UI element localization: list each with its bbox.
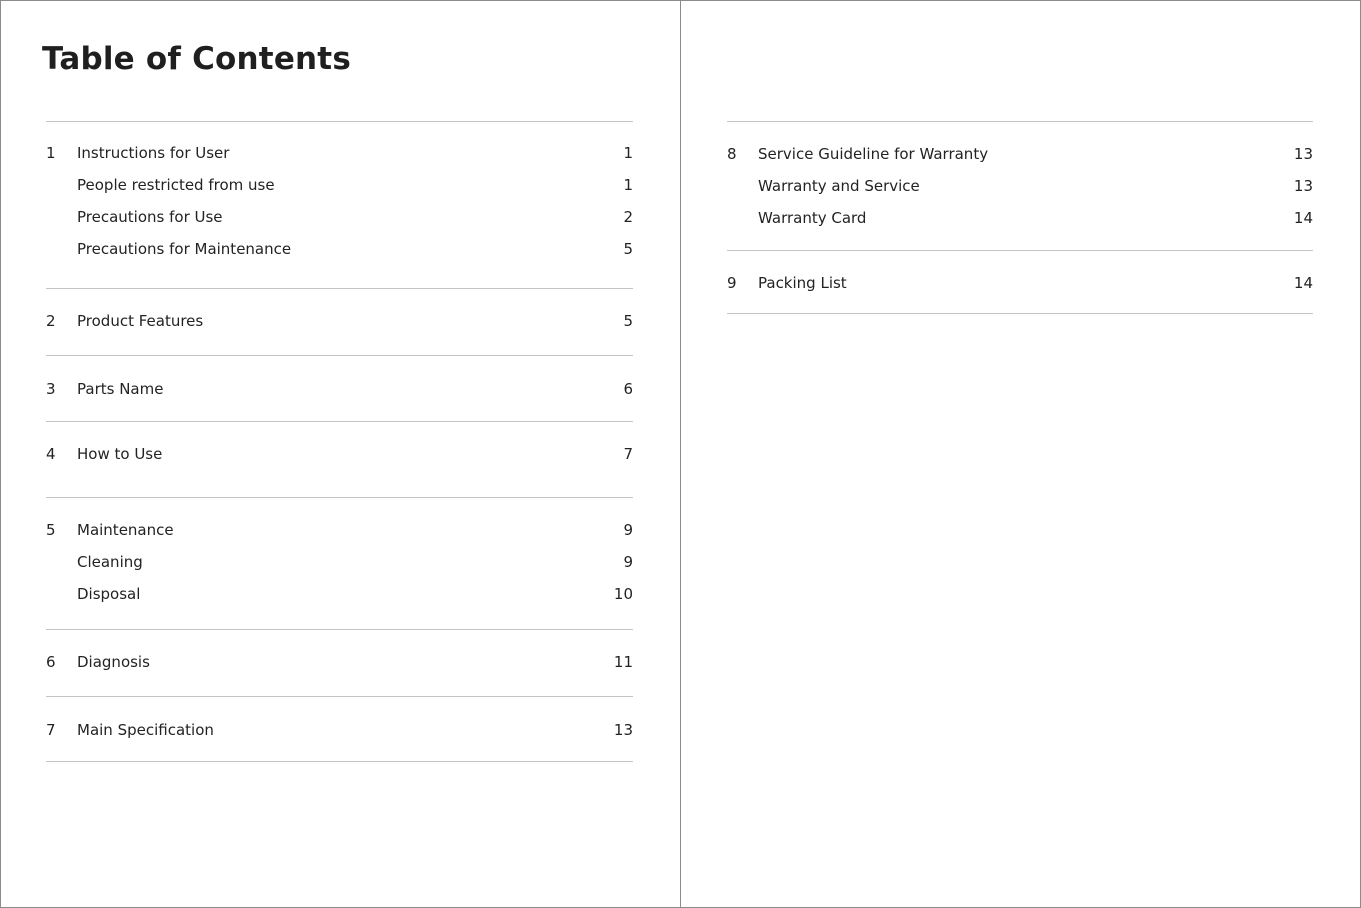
entry-label: Precautions for Use <box>77 208 223 226</box>
toc-section <box>46 696 633 762</box>
toc-entry[interactable] <box>727 170 1313 202</box>
entry-label: Diagnosis <box>77 653 150 671</box>
section-number: 9 <box>727 274 737 292</box>
entry-page-number: 2 <box>623 208 633 226</box>
toc-section <box>46 288 633 355</box>
toc-entry[interactable] <box>46 305 633 337</box>
entry-page-number: 1 <box>623 176 633 194</box>
entry-page-number: 13 <box>613 721 633 739</box>
section-number: 5 <box>46 521 56 539</box>
toc-entry[interactable] <box>46 438 633 470</box>
entry-label: Warranty Card <box>758 209 867 227</box>
toc-entry[interactable] <box>727 138 1313 170</box>
toc-entry[interactable] <box>46 373 633 405</box>
entry-page-number: 14 <box>1293 274 1313 292</box>
section-number: 2 <box>46 312 56 330</box>
section-number: 1 <box>46 144 56 162</box>
toc-section-list-left <box>46 121 633 762</box>
section-number: 4 <box>46 445 56 463</box>
toc-section <box>727 250 1313 314</box>
entry-page-number: 1 <box>623 144 633 162</box>
entry-page-number: 9 <box>623 521 633 539</box>
toc-section <box>727 121 1313 250</box>
section-number: 6 <box>46 653 56 671</box>
toc-entry[interactable] <box>46 514 633 546</box>
toc-section <box>46 121 633 288</box>
entry-label: How to Use <box>77 445 163 463</box>
page-title: Table of Contents <box>42 41 351 77</box>
toc-section <box>46 629 633 696</box>
entry-page-number: 6 <box>623 380 633 398</box>
left-page <box>1 1 681 907</box>
section-number: 3 <box>46 380 56 398</box>
toc-entry[interactable] <box>46 169 633 201</box>
entry-label: Disposal <box>77 585 141 603</box>
entry-page-number: 13 <box>1293 145 1313 163</box>
entry-label: Cleaning <box>77 553 143 571</box>
entry-page-number: 9 <box>623 553 633 571</box>
toc-section <box>46 497 633 629</box>
entry-label: Packing List <box>758 274 847 292</box>
toc-entry[interactable] <box>727 202 1313 234</box>
toc-entry[interactable] <box>46 646 633 678</box>
entry-label: Instructions for User <box>77 144 230 162</box>
toc-entry[interactable] <box>46 578 633 610</box>
entry-page-number: 14 <box>1293 209 1313 227</box>
entry-label: Parts Name <box>77 380 164 398</box>
toc-entry[interactable] <box>46 546 633 578</box>
toc-entry[interactable] <box>727 267 1313 299</box>
toc-entry[interactable] <box>46 137 633 169</box>
entry-label: Precautions for Maintenance <box>77 240 292 258</box>
entry-label: Main Specification <box>77 721 214 739</box>
entry-page-number: 7 <box>623 445 633 463</box>
entry-label: Product Features <box>77 312 204 330</box>
toc-section <box>46 355 633 421</box>
entry-label: People restricted from use <box>77 176 275 194</box>
toc-entry[interactable] <box>46 714 633 746</box>
entry-page-number: 5 <box>623 240 633 258</box>
section-number: 7 <box>46 721 56 739</box>
toc-entry[interactable] <box>46 201 633 233</box>
toc-section <box>46 421 633 497</box>
entry-label: Service Guideline for Warranty <box>758 145 989 163</box>
entry-label: Maintenance <box>77 521 174 539</box>
entry-label: Warranty and Service <box>758 177 920 195</box>
entry-page-number: 13 <box>1293 177 1313 195</box>
entry-page-number: 5 <box>623 312 633 330</box>
right-page <box>682 1 1360 907</box>
section-number: 8 <box>727 145 737 163</box>
toc-entry[interactable] <box>46 233 633 265</box>
toc-section-list-right <box>727 121 1313 314</box>
entry-page-number: 10 <box>613 585 633 603</box>
entry-page-number: 11 <box>613 653 633 671</box>
